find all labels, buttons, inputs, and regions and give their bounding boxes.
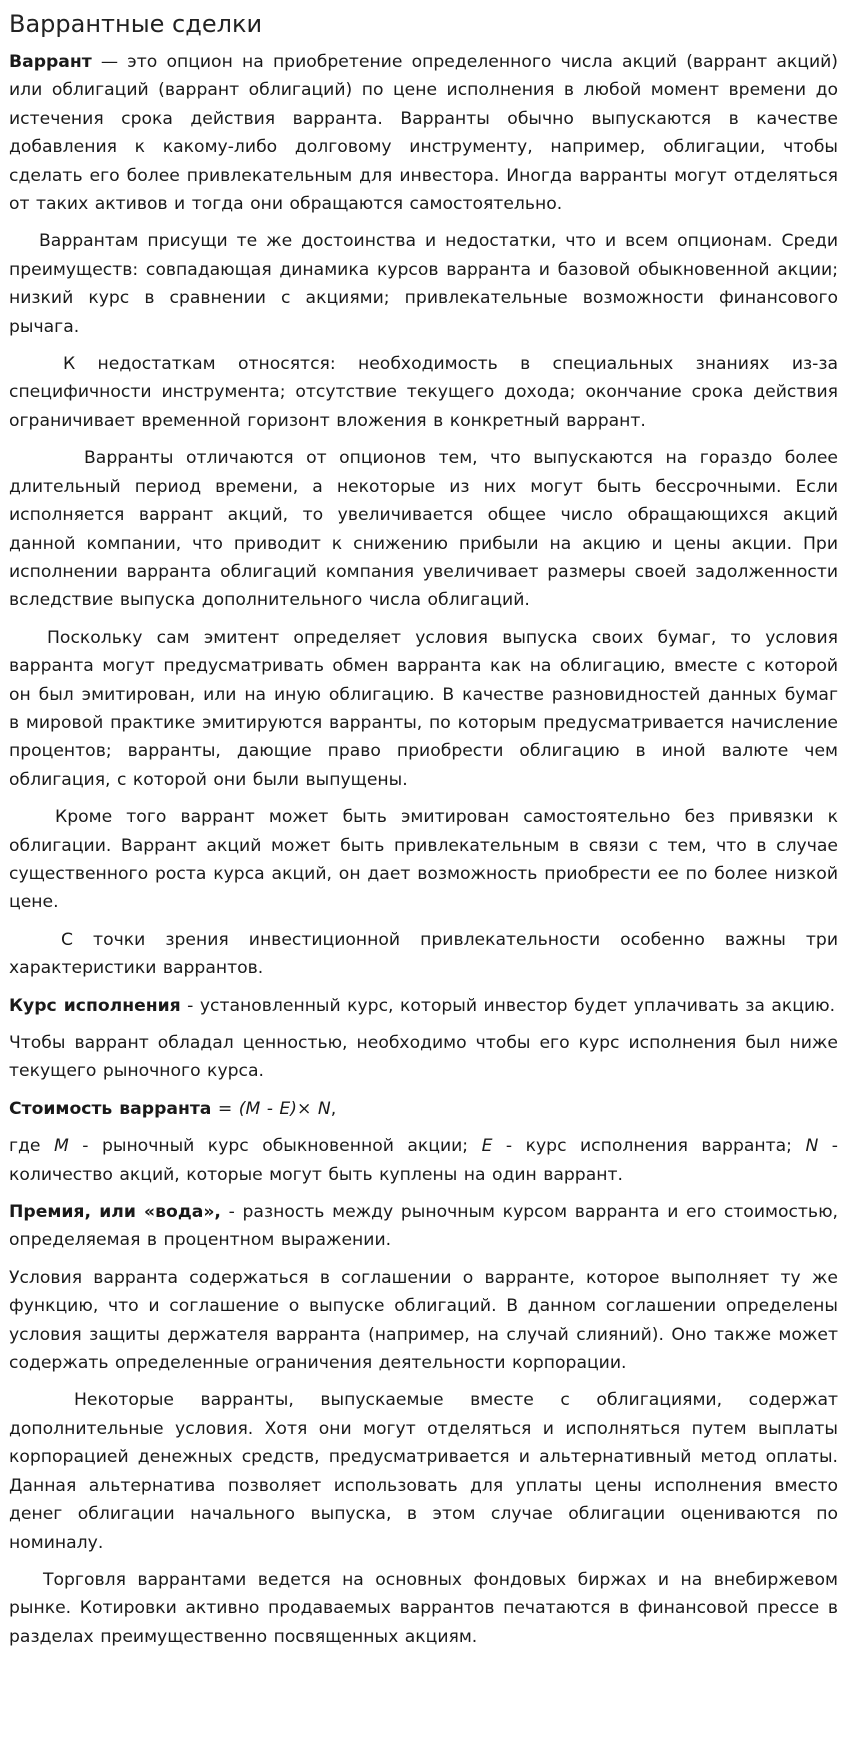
paragraph-warrant-definition: Варрант — это опцион на приобретение определенного числа акций (варрант акций) или облигаций (варрант облигаций) по цене исполнения в любой момент времени до истечения срока действия варранта. Варранты обычно выпускаются в качестве добавления к какому-либо долговому инструменту, например, облигации, чтобы сделать его более привлекательным для инвестора. Иногда варранты могут отделяться от таких активов и тогда они обращаются самостоятельно.: [9, 52, 838, 215]
term-premium: Премия, или «вода»,: [9, 1202, 221, 1223]
paragraph-trading: Торговля варрантами ведется на основных фондовых биржах и на внебиржевом рынке. Котировки активно продаваемых варрантов печатаются в финансовой прессе в разделах преимущественно посвященных акциям.: [9, 1569, 838, 1647]
page-title: Варрантные сделки: [9, 10, 263, 38]
paragraph-characteristics: С точки зрения инвестиционной привлекательности особенно важны три характеристики варрантов.: [9, 929, 838, 979]
paragraph-standalone-warrant: Кроме того варрант может быть эмитирован самостоятельно без привязки к облигации. Варрант акций может быть привлекательным в связи с тем, что в случае существенного роста курса акций, он дает возможность приобрести ее по более низкой цене.: [9, 807, 838, 913]
paragraph-differences: Варранты отличаются от опционов тем, что выпускаются на гораздо более длительный период времени, а некоторые из них могут быть бессрочными. Если исполняется варрант акций, то увеличивается общее число обращающихся акций данной компании, что приводит к снижению прибыли на акцию и цены акции. При исполнении варранта облигаций компания увеличивает размеры своей задолженности вследствие выпуска дополнительного числа облигаций.: [9, 448, 838, 611]
paragraph-exercise-price: Курс исполнения - установленный курс, который инвестор будет уплачивать за акцию.: [9, 995, 836, 1016]
paragraph-additional-conditions: Некоторые варранты, выпускаемые вместе с облигациями, содержат дополнительные условия. Хотя они могут отделяться и исполняться путем выплаты корпорацией денежных средств, предусматривается и альтернативный метод оплаты. Данная альтернатива позволяет использовать для уплаты цены исполнения вместо денег облигации начального выпуска, в этом случае облигации оцениваются по номиналу.: [9, 1390, 838, 1553]
paragraph-premium: Премия, или «вода», - разность между рыночным курсом варранта и его стоимостью, определяемая в процентном выражении.: [9, 1202, 838, 1251]
paragraph-issuer-conditions: Поскольку сам эмитент определяет условия выпуска своих бумаг, то условия варранта могут предусматривать обмен варранта как на облигацию, вместе с которой он был эмитирован, или на иную облигацию. В качестве разновидностей данных бумаг в мировой практике эмитируются варранты, по которым предусматривается начисление процентов; варранты, дающие право приобрести облигацию в иной валюте чем облигация, с которой они были выпущены.: [9, 627, 838, 790]
term-warrant: Варрант: [9, 52, 92, 72]
term-exercise-price: Курс исполнения: [9, 995, 181, 1016]
paragraph-disadvantages: К недостаткам относятся: необходимость в специальных знаниях из-за специфичности инструмента; отсутствие текущего дохода; окончание срока действия ограничивает временной горизонт вложения в конкретный варрант.: [9, 354, 838, 431]
paragraph-warrant-value-formula: Стоимость варранта = (M - E)× N,: [9, 1098, 337, 1119]
paragraph-warrant-agreement: Условия варранта содержаться в соглашении о варранте, которое выполняет ту же функцию, что и соглашение о выпуске облигаций. В данном соглашении определены условия защиты держателя варранта (например, на случай слияний). Оно также может содержать определенные ограничения деятельности корпорации.: [9, 1267, 838, 1374]
paragraph-value-condition: Чтобы варрант обладал ценностью, необходимо чтобы его курс исполнения был ниже текущего рыночного курса.: [9, 1033, 838, 1082]
paragraph-advantages: Варрантам присущи те же достоинства и недостатки, что и всем опционам. Среди преимуществ: совпадающая динамика курсов варранта и базовой обыкновенной акции; низкий курс в сравнении с акциями; привлекательные возможности финансового рычага.: [9, 231, 838, 337]
formula: (M - E)×: [238, 1098, 312, 1119]
paragraph-formula-legend: где M - рыночный курс обыкновенной акции; E - курс исполнения варранта; N - количество акций, которые могут быть куплены на один варрант.: [9, 1136, 838, 1185]
term-warrant-value: Стоимость варранта: [9, 1098, 212, 1119]
